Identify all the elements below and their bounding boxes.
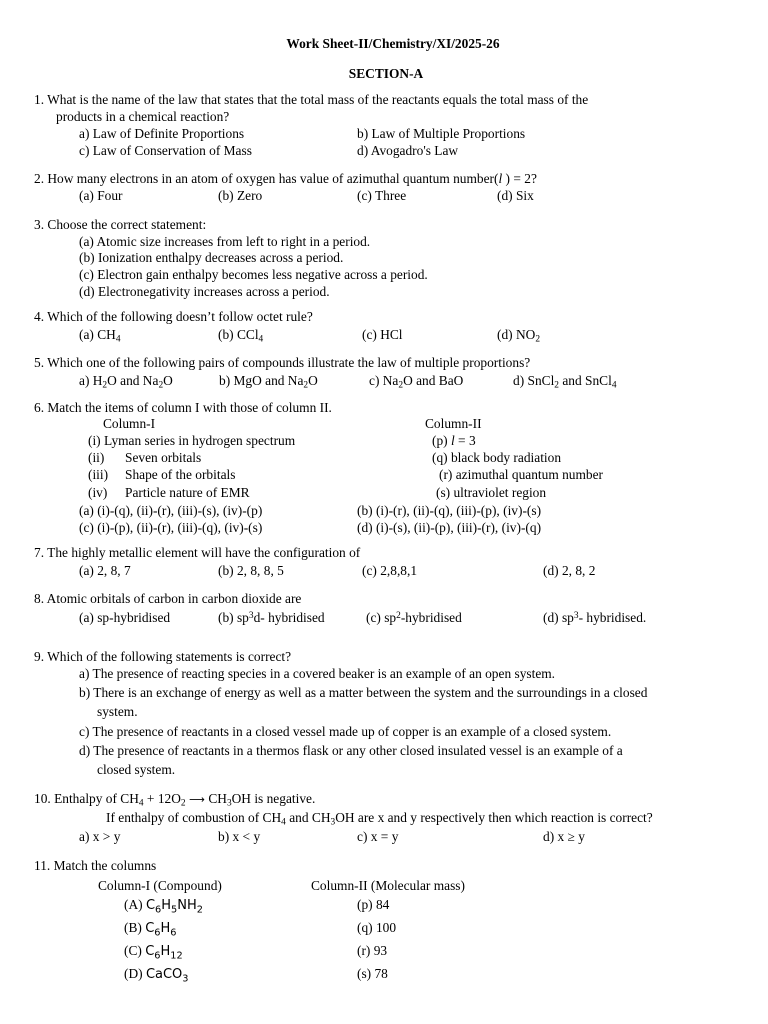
q5-d-part: and SnCl bbox=[558, 373, 612, 388]
formula-sub: 6 bbox=[155, 904, 162, 916]
q6-left-text: Seven orbitals bbox=[125, 450, 202, 465]
q6-left-item bbox=[88, 466, 108, 483]
q5-stem: 5. Which one of the following pairs of compounds illustrate the law of multiple proportions? bbox=[34, 355, 531, 370]
q5-d-sub: 4 bbox=[611, 380, 617, 391]
q10-sub: 4 bbox=[281, 817, 286, 828]
q6-option-c: (c) (i)-(p), (ii)-(r), (iii)-(q), (iv)-(s) bbox=[79, 520, 263, 535]
q11-compound-c bbox=[124, 942, 183, 960]
q8-d-sup: 3 bbox=[573, 610, 579, 621]
worksheet-title: Work Sheet-II/Chemistry/XI/2025-26 bbox=[286, 36, 500, 51]
formula-part: C bbox=[145, 944, 155, 959]
q6-option-a: (a) (i)-(q), (ii)-(r), (iii)-(s), (iv)-(p) bbox=[79, 503, 263, 518]
q8-d-part: - hybridised. bbox=[578, 610, 647, 625]
formula-sub: 3 bbox=[182, 973, 189, 985]
formula-sub: 12 bbox=[170, 950, 183, 962]
q8-b-sup: 3 bbox=[248, 610, 254, 621]
q7-stem: 7. The highly metallic element will have the configuration of bbox=[34, 545, 361, 560]
q6-left-item bbox=[88, 484, 107, 501]
q5-c-part: c) Na bbox=[369, 373, 399, 388]
q1-option-c: c) Law of Conservation of Mass bbox=[79, 143, 252, 158]
q11-mass-r: (r) 93 bbox=[357, 943, 388, 958]
q4-option-a bbox=[79, 326, 121, 343]
q11-a-formula bbox=[145, 898, 203, 916]
q11-mass-s: (s) 78 bbox=[357, 966, 388, 981]
q6-left-num: (ii) bbox=[88, 450, 105, 465]
q8-b-part: (b) sp bbox=[218, 610, 249, 625]
q3-option-a: (a) Atomic size increases from left to right in a period. bbox=[79, 234, 371, 249]
q11-b-formula bbox=[145, 921, 177, 939]
q11-d-formula bbox=[145, 967, 189, 985]
q5-b-part: b) MgO and Na bbox=[219, 373, 304, 388]
q4-stem: 4. Which of the following doesn’t follow octet rule? bbox=[34, 309, 313, 324]
q4-option-b bbox=[218, 326, 263, 343]
formula-part: C bbox=[145, 921, 155, 936]
q4-option-b-text: (b) CCl bbox=[218, 327, 259, 342]
q1-option-a: a) Law of Definite Proportions bbox=[79, 126, 245, 141]
q2-stem bbox=[34, 170, 537, 187]
q8-c-part: (c) sp bbox=[366, 610, 397, 625]
q6-left-num: (iv) bbox=[88, 485, 108, 500]
q5-c-part: O and BaO bbox=[403, 373, 464, 388]
q5-option-c bbox=[369, 372, 463, 389]
q6-right-item-p bbox=[432, 432, 476, 449]
q5-a-sub: 2 bbox=[158, 380, 164, 391]
q6-left-item bbox=[88, 449, 104, 466]
q10-sub: 4 bbox=[138, 798, 144, 809]
q1-option-d: d) Avogadro's Law bbox=[357, 143, 459, 158]
q6-left-item bbox=[88, 432, 295, 449]
q10-part: CH bbox=[208, 791, 227, 806]
q5-d-sub: 2 bbox=[554, 380, 559, 391]
q11-a-label: (A) bbox=[124, 897, 146, 912]
q6-right-item-q: (q) black body radiation bbox=[432, 450, 562, 465]
q6-right-p-value: = 3 bbox=[454, 433, 476, 448]
q6-left-text: Particle nature of EMR bbox=[125, 485, 250, 500]
q6-left-text: Shape of the orbitals bbox=[125, 467, 236, 482]
q10-stem-line2 bbox=[106, 809, 653, 826]
q2-stem-start: 2. How many electrons in an atom of oxygen has value of azimuthal quantum number( bbox=[34, 171, 499, 186]
q8-b-part: d- hybridised bbox=[253, 610, 325, 625]
q4-option-d bbox=[497, 326, 540, 343]
q5-option-b bbox=[219, 372, 318, 389]
q6-right-item-r: (r) azimuthal quantum number bbox=[439, 467, 603, 482]
q5-option-d bbox=[513, 372, 617, 389]
q2-stem-end: ) = 2? bbox=[502, 171, 537, 186]
q5-option-a bbox=[79, 372, 173, 389]
q10-sub: 2 bbox=[180, 798, 186, 809]
q6-right-p-label: (p) bbox=[432, 433, 451, 448]
q6-right-item-s: (s) ultraviolet region bbox=[436, 485, 547, 500]
formula-part: H bbox=[160, 944, 171, 959]
q6-right-p-symbol: l bbox=[450, 433, 455, 448]
formula-part: CaCO bbox=[145, 967, 183, 982]
q3-option-b: (b) Ionization enthalpy decreases across a period. bbox=[79, 250, 344, 265]
q10-part: + 12O bbox=[143, 791, 181, 806]
q10-option-b: b) x < y bbox=[218, 829, 261, 844]
formula-part: C bbox=[145, 898, 156, 913]
q9-option-b-line1: b) There is an exchange of energy as well as a matter between the system and the surroundings in a closed bbox=[79, 685, 648, 700]
q6-column2-header: Column-II bbox=[425, 416, 482, 431]
q9-option-a: a) The presence of reacting species in a covered beaker is an example of an open system. bbox=[79, 666, 556, 681]
q10-option-c: c) x = y bbox=[357, 829, 399, 844]
q2-option-c: (c) Three bbox=[357, 188, 407, 203]
q10-part: If enthalpy of combustion of CH bbox=[106, 810, 282, 825]
q2-l-symbol: l bbox=[498, 171, 503, 186]
q8-option-c bbox=[366, 609, 462, 626]
q11-column2-header: Column-II (Molecular mass) bbox=[311, 878, 465, 893]
q8-c-sup: 2 bbox=[396, 610, 401, 621]
q11-c-formula bbox=[145, 944, 183, 962]
q6-stem: 6. Match the items of column I with those of column II. bbox=[34, 400, 332, 415]
q5-a-part: O bbox=[163, 373, 173, 388]
q8-d-part: (d) sp bbox=[543, 610, 574, 625]
q8-option-b bbox=[218, 609, 325, 626]
q6-left-num: (i) bbox=[88, 433, 101, 448]
q9-option-b-line2: system. bbox=[97, 704, 138, 719]
formula-part: H bbox=[161, 898, 172, 913]
q5-c-sub: 2 bbox=[398, 380, 404, 391]
formula-sub: 6 bbox=[154, 950, 161, 962]
q11-mass-p: (p) 84 bbox=[357, 897, 390, 912]
q3-option-d: (d) Electronegativity increases across a period. bbox=[79, 284, 330, 299]
section-heading: SECTION-A bbox=[348, 66, 424, 81]
q7-option-c: (c) 2,8,8,1 bbox=[362, 563, 418, 578]
q2-option-b: (b) Zero bbox=[218, 188, 263, 203]
q6-left-num: (iii) bbox=[88, 467, 109, 482]
q10-option-d: d) x ≥ y bbox=[543, 829, 585, 844]
q5-a-part: O and Na bbox=[107, 373, 159, 388]
q3-stem: 3. Choose the correct statement: bbox=[34, 217, 207, 232]
q5-d-part: d) SnCl bbox=[513, 373, 555, 388]
q10-option-a: a) x > y bbox=[79, 829, 121, 844]
formula-sub: 2 bbox=[196, 904, 203, 916]
q11-compound-b bbox=[124, 919, 177, 937]
formula-sub: 6 bbox=[154, 927, 161, 939]
q8-option-a: (a) sp-hybridised bbox=[79, 610, 171, 625]
formula-sub: 6 bbox=[170, 927, 177, 939]
q9-option-d-line2: closed system. bbox=[97, 762, 176, 777]
q4-option-a-sub: 4 bbox=[115, 334, 121, 345]
q11-column1-header: Column-I (Compound) bbox=[98, 878, 222, 893]
q10-part: and CH bbox=[285, 810, 331, 825]
q10-part: 10. Enthalpy of CH bbox=[34, 791, 139, 806]
formula-part: NH bbox=[177, 898, 197, 913]
q4-option-d-sub: 2 bbox=[535, 334, 540, 345]
q5-a-sub: 2 bbox=[102, 380, 108, 391]
q10-part: OH are x and y respectively then which reaction is correct? bbox=[335, 810, 653, 825]
q4-option-c: (c) HCl bbox=[362, 327, 403, 342]
q9-option-c: c) The presence of reactants in a closed vessel made up of copper is an example of a closed system. bbox=[79, 724, 612, 739]
q11-b-label: (B) bbox=[124, 920, 146, 935]
q5-b-part: O bbox=[308, 373, 318, 388]
q8-stem: 8. Atomic orbitals of carbon in carbon dioxide are bbox=[34, 591, 302, 606]
q4-option-d-text: (d) NO bbox=[497, 327, 536, 342]
q4-option-b-sub: 4 bbox=[258, 334, 264, 345]
q2-option-a: (a) Four bbox=[79, 188, 123, 203]
reaction-arrow-icon: ⟶ bbox=[185, 793, 209, 806]
q11-c-label: (C) bbox=[124, 943, 146, 958]
q11-compound-d bbox=[124, 965, 189, 983]
q11-stem: 11. Match the columns bbox=[34, 858, 157, 873]
q6-option-d: (d) (i)-(s), (ii)-(p), (iii)-(r), (iv)-(q) bbox=[357, 520, 542, 535]
q8-option-d bbox=[543, 609, 646, 626]
q5-b-sub: 2 bbox=[303, 380, 309, 391]
q6-column1-header: Column-I bbox=[103, 416, 156, 431]
formula-part: H bbox=[160, 921, 171, 936]
q7-option-a: (a) 2, 8, 7 bbox=[79, 563, 131, 578]
q10-part: OH is negative. bbox=[231, 791, 316, 806]
q1-stem-line2: products in a chemical reaction? bbox=[56, 109, 230, 124]
formula-sub: 5 bbox=[171, 904, 178, 916]
q7-option-d: (d) 2, 8, 2 bbox=[543, 563, 596, 578]
q1-option-b: b) Law of Multiple Proportions bbox=[357, 126, 526, 141]
q8-c-part: -hybridised bbox=[400, 610, 462, 625]
q9-stem: 9. Which of the following statements is correct? bbox=[34, 649, 292, 664]
q3-option-c: (c) Electron gain enthalpy becomes less negative across a period. bbox=[79, 267, 428, 282]
q6-left-text: Lyman series in hydrogen spectrum bbox=[104, 433, 296, 448]
q7-option-b: (b) 2, 8, 8, 5 bbox=[218, 563, 284, 578]
q9-option-d-line1: d) The presence of reactants in a thermos flask or any other closed insulated vessel is an example of a bbox=[79, 743, 623, 758]
q4-option-a-text: (a) CH bbox=[79, 327, 116, 342]
q11-mass-q: (q) 100 bbox=[357, 920, 397, 935]
q1-stem-line1: 1. What is the name of the law that states that the total mass of the reactants equals the total mass of the bbox=[34, 92, 589, 107]
q2-option-d: (d) Six bbox=[497, 188, 534, 203]
q10-stem bbox=[34, 790, 315, 808]
q11-compound-a bbox=[124, 896, 203, 914]
q10-sub: 3 bbox=[226, 798, 232, 809]
q11-d-label: (D) bbox=[124, 966, 146, 981]
q6-option-b: (b) (i)-(r), (ii)-(q), (iii)-(p), (iv)-(s) bbox=[357, 503, 542, 518]
q10-sub: 3 bbox=[330, 817, 336, 828]
q5-a-part: a) H bbox=[79, 373, 103, 388]
